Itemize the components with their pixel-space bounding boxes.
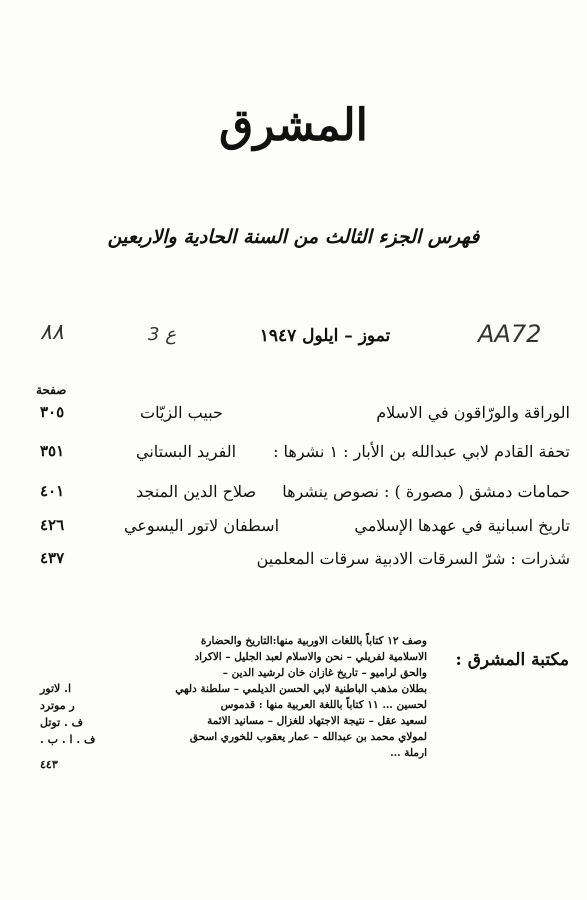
- page-column-header: صفحة: [36, 383, 67, 397]
- handwritten-mark-right: AA72: [478, 320, 542, 348]
- toc-author: حبيب الزيّات: [140, 403, 223, 422]
- toc-author: اسطفان لاتور اليسوعي: [124, 516, 280, 535]
- toc-title: تاريخ اسبانية في عهدها الإسلامي: [354, 516, 570, 535]
- library-line: وصف ١٢ كتاباً باللغات الاوربية منها:التاريخ والحضارة: [200, 635, 427, 647]
- toc-row: [40, 549, 570, 579]
- side-reference: ف . توتل: [40, 716, 84, 729]
- library-line: ارملة …: [390, 747, 427, 759]
- issue-date: تموز – ايلول ١٩٤٧: [259, 326, 391, 346]
- side-reference: ر موترد: [40, 699, 75, 712]
- toc-row: [40, 482, 570, 512]
- toc-row: [40, 516, 570, 546]
- library-line: لمولاي محمد بن عبدالله – عمار يعقوب للخوري اسحق: [189, 731, 427, 743]
- toc-title: شذرات : شرّ السرقات الادبية سرقات المعلمين: [256, 549, 570, 568]
- toc-title: تحفة القادم لابي عبدالله بن الأبار : ١ نشرها :: [273, 442, 570, 461]
- toc-row: [40, 442, 570, 472]
- library-line: والحق لراميو – تاريخ غازان خان لرشيد الدين –: [222, 667, 427, 679]
- library-line: الاسلامية لفريلي – نحن والاسلام لعبد الجليل – الاكراد: [194, 651, 427, 663]
- library-side-references: [40, 680, 102, 773]
- handwritten-mark-left: ٨٨: [40, 320, 64, 345]
- toc-page: ٣٠٥: [40, 403, 65, 421]
- library-line: بطلان مذهب الباطنية لابي الحسن الديلمي – سلطنة دلهي: [175, 683, 427, 695]
- toc-title: حمامات دمشق ( مصورة ) : نصوص ينشرها: [282, 482, 570, 501]
- library-page: ٤٤٣: [40, 758, 58, 771]
- library-line: لحسين … ١١ كتاباً باللغة العربية منها : قدموس: [220, 699, 427, 711]
- side-reference: ف . ا . ب .: [40, 733, 96, 746]
- journal-title: المشرق: [219, 100, 368, 151]
- toc-page: ٤٣٧: [40, 549, 65, 567]
- toc-author: الفريد البستاني: [136, 442, 237, 461]
- index-subtitle: فهرس الجزء الثالث من السنة الحادية والاربعين: [107, 226, 480, 248]
- side-reference: ا. لاتور: [40, 682, 72, 695]
- toc-row: [40, 403, 570, 433]
- handwritten-mark-middle: 3 ع: [148, 324, 176, 345]
- library-section-label: مكتبة المشرق :: [455, 650, 569, 670]
- library-section-text: [127, 633, 427, 761]
- toc-page: ٤٠١: [40, 482, 65, 500]
- toc-author: صلاح الدين المنجد: [136, 482, 257, 501]
- toc-title: الوراقة والورّاقون في الاسلام: [376, 403, 570, 422]
- toc-page: ٣٥١: [40, 442, 65, 460]
- toc-page: ٤٢٦: [40, 516, 65, 534]
- library-line: لسعيد عقل – نتيجة الاجتهاد للغزال – مسانيد الائمة: [207, 715, 427, 727]
